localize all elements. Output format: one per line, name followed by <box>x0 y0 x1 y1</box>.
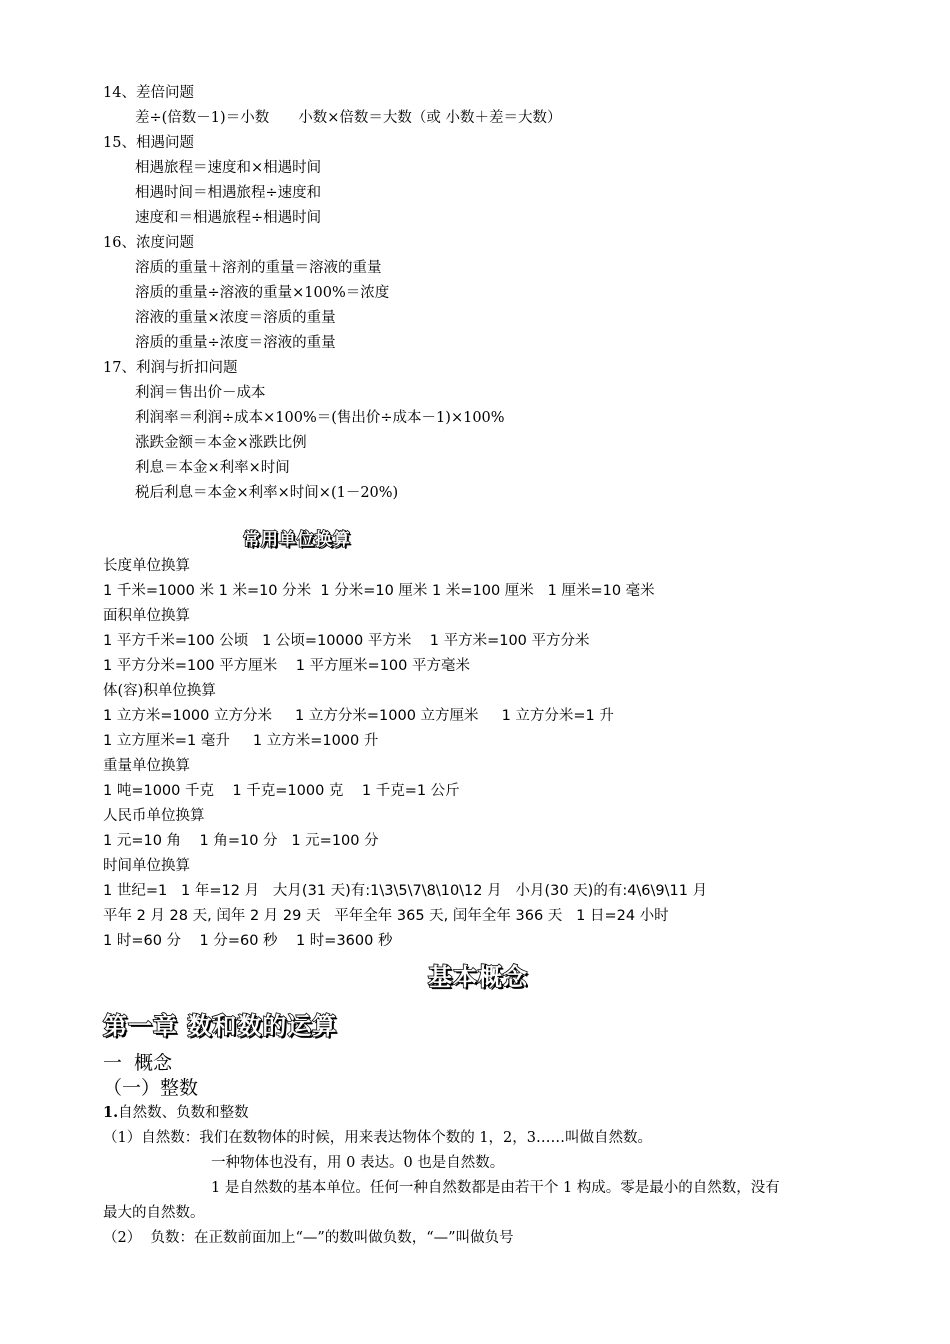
section-16-formula-4: 溶质的重量÷浓度＝溶液的重量 <box>135 335 336 351</box>
volume-conversions-1: 1 立方米=1000 立方分米 1 立方分米=1000 立方厘米 1 立方分米=1 升 <box>103 708 614 724</box>
item-1-heading <box>103 1106 249 1121</box>
section-16-formula-2: 溶质的重量÷溶液的重量×100%＝浓度 <box>135 285 390 301</box>
section-17-formula-4: 利息＝本金×利率×时间 <box>135 460 290 476</box>
rmb-title: 人民币单位换算 <box>103 808 205 824</box>
section-17-formula-5: 税后利息＝本金×利率×时间×(1－20%) <box>135 485 399 501</box>
item-1-number: 1. <box>103 1104 119 1121</box>
section-15-formula-2: 相遇时间＝相遇旅程÷速度和 <box>135 185 322 201</box>
time-title: 时间单位换算 <box>103 858 190 874</box>
weight-conversions: 1 吨=1000 千克 1 千克=1000 克 1 千克=1 公斤 <box>103 783 460 799</box>
time-conversions-2: 平年 2 月 28 天, 闰年 2 月 29 天 平年全年 365 天, 闰年全年 366 天 1 日=24 小时 <box>103 908 669 924</box>
volume-conversions-2: 1 立方厘米=1 毫升 1 立方米=1000 升 <box>103 733 379 749</box>
chapter-heading: 第一章 数和数的运算 <box>103 1012 338 1040</box>
time-conversions-3: 1 时=60 分 1 分=60 秒 1 时=3600 秒 <box>103 933 393 949</box>
area-conversions-2: 1 平方分米=100 平方厘米 1 平方厘米=100 平方毫米 <box>103 658 470 674</box>
paragraph-natural-numbers: （1）自然数：我们在数物体的时候，用来表达物体个数的 1，2，3……叫做自然数。 <box>103 1130 653 1146</box>
section-15-title: 15、相遇问题 <box>103 135 194 151</box>
area-title: 面积单位换算 <box>103 608 190 624</box>
length-conversions: 1 千米=1000 米 1 米=10 分米 1 分米=10 厘米 1 米=100 厘米 1 厘米=10 毫米 <box>103 583 655 599</box>
weight-title: 重量单位换算 <box>103 758 190 774</box>
sub-heading: （一）整数 <box>103 1077 199 1099</box>
units-heading: 常用单位换算 <box>243 530 351 550</box>
section-16-title: 16、浓度问题 <box>103 235 194 251</box>
area-conversions-1: 1 平方千米=100 公顷 1 公顷=10000 平方米 1 平方米=100 平方分米 <box>103 633 590 649</box>
section-14-formula: 差÷(倍数－1)＝小数 小数×倍数＝大数（或 小数＋差＝大数） <box>135 110 562 126</box>
section-15-formula-1: 相遇旅程＝速度和×相遇时间 <box>135 160 322 176</box>
item-1-text: 自然数、负数和整数 <box>118 1105 249 1121</box>
section-17-title: 17、利润与折扣问题 <box>103 360 238 376</box>
section-17-formula-3: 涨跌金额＝本金×涨跌比例 <box>135 435 307 451</box>
paragraph-negative-numbers: （2） 负数：在正数前面加上“—”的数叫做负数，“—”叫做负号 <box>103 1230 514 1246</box>
section-14-title: 14、差倍问题 <box>103 85 194 101</box>
section-17-formula-1: 利润＝售出价－成本 <box>135 385 266 401</box>
section-16-formula-3: 溶液的重量×浓度＝溶质的重量 <box>135 310 336 326</box>
section-15-formula-3: 速度和＝相遇旅程÷相遇时间 <box>135 210 322 226</box>
paragraph-unit-line-1: 1 是自然数的基本单位。任何一种自然数都是由若干个 1 构成。零是最小的自然数，没有 <box>211 1180 780 1196</box>
length-title: 长度单位换算 <box>103 558 190 574</box>
basic-concepts-heading: 基本概念 <box>428 963 528 991</box>
rmb-conversions: 1 元=10 角 1 角=10 分 1 元=100 分 <box>103 833 379 849</box>
section-17-formula-2: 利润率＝利润÷成本×100%＝(售出价÷成本－1)×100% <box>135 410 505 426</box>
part-heading: 一 概念 <box>103 1052 173 1074</box>
time-conversions-1: 1 世纪=1 1 年=12 月 大月(31 天)有:1\3\5\7\8\10\12 月 小月(30 天)的有:4\6\9\11 月 <box>103 883 708 899</box>
paragraph-zero: 一种物体也没有，用 0 表达。0 也是自然数。 <box>211 1155 505 1171</box>
volume-title: 体(容)积单位换算 <box>103 683 216 699</box>
section-16-formula-1: 溶质的重量＋溶剂的重量＝溶液的重量 <box>135 260 382 276</box>
paragraph-unit-line-2: 最大的自然数。 <box>103 1205 205 1221</box>
